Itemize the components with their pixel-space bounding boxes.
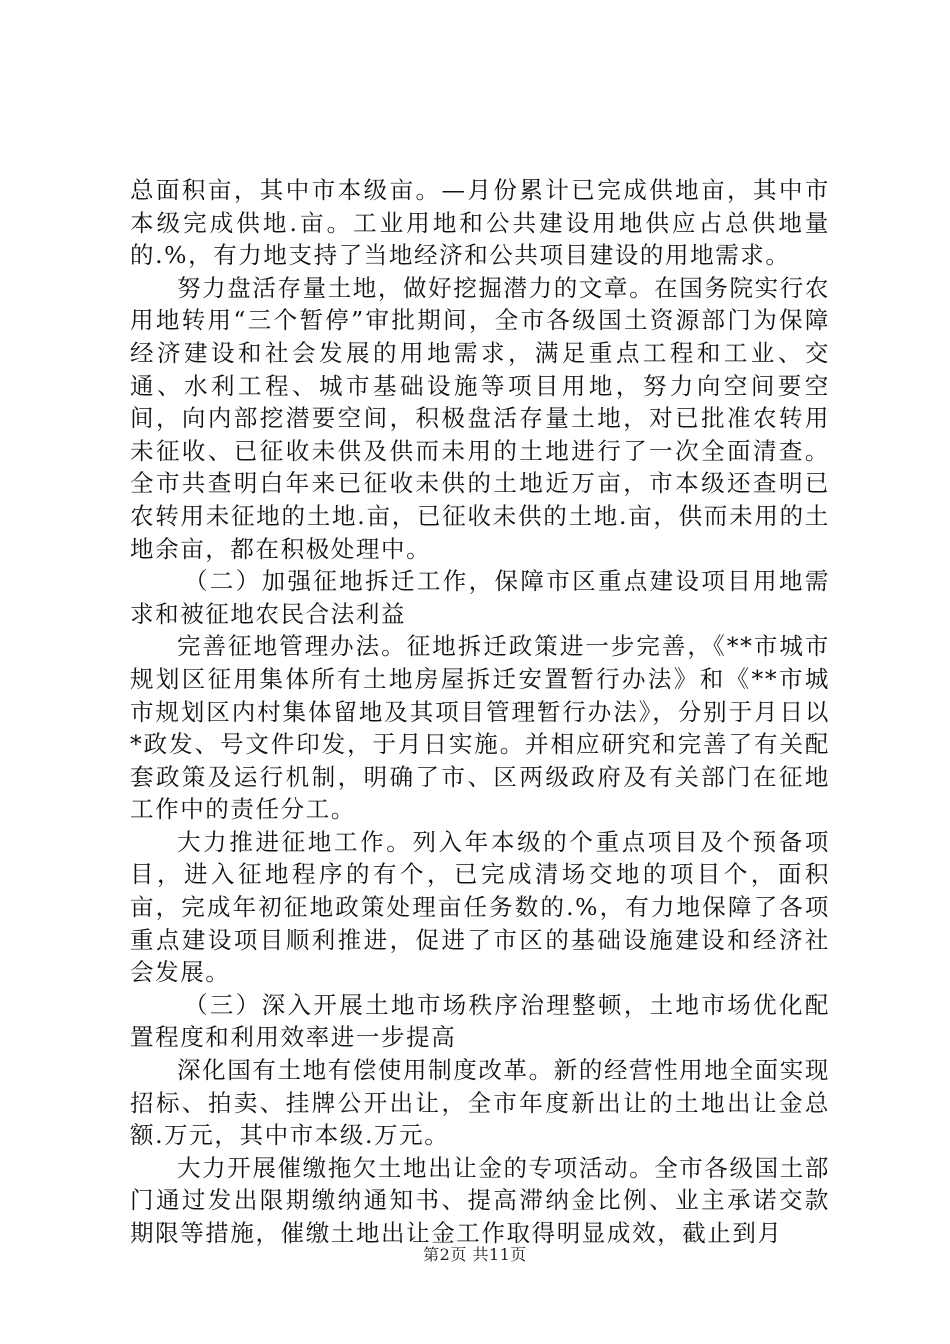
- paragraph-5: 深化国有土地有偿使用制度改革。新的经营性用地全面实现招标、拍卖、挂牌公开出让，全市年度新出让的土地出让金总额.万元，其中市本级.万元。: [130, 1056, 830, 1150]
- page-footer: [0, 1242, 950, 1265]
- paragraph-2: 努力盘活存量土地，做好挖掘潜力的文章。在国务院实行农用地转用“三个暂停”审批期间，全市各级国土资源部门为保障经济建设和社会发展的用地需求，满足重点工程和工业、交通、水利工程、城市基础设施等项目用地，努力向空间要空间，向内部挖潜要空间，积极盘活存量土地，对已批准农转用未征收、已征收未供及供而未用的土地进行了一次全面清查。全市共查明白年来已征收未供的土地近万亩，市本级还查明已农转用未征地的土地.亩，已征收未供的土地.亩，供而未用的土地余亩，都在积极处理中。: [130, 273, 830, 563]
- paragraph-6: 大力开展催缴拖欠土地出让金的专项活动。全市各级国土部门通过发出限期缴纳通知书、提高滞纳金比例、业主承诺交款期限等措施，催缴土地出让金工作取得明显成效，截止到月: [130, 1153, 830, 1247]
- document-body: [130, 174, 830, 1250]
- paragraph-3: 完善征地管理办法。征地拆迁政策进一步完善，《**市城市规划区征用集体所有土地房屋拆迁安置暂行办法》和《**市城市规划区内村集体留地及其项目管理暂行办法》，分别于月日以*政发、号文件印发，于月日实施。并相应研究和完善了有关配套政策及运行机制，明确了市、区两级政府及有关部门在征地工作中的责任分工。: [130, 632, 830, 824]
- paragraph-1: 总面积亩，其中市本级亩。—月份累计已完成供地亩，其中市本级完成供地.亩。工业用地和公共建设用地供应占总供地量的.%，有力地支持了当地经济和公共项目建设的用地需求。: [130, 176, 830, 270]
- page-number: 第2页 共11页: [423, 1245, 527, 1264]
- section-heading-3: （三）深入开展土地市场秩序治理整顿，土地市场优化配置程度和利用效率进一步提高: [130, 990, 830, 1052]
- section-heading-2: （二）加强征地拆迁工作，保障市区重点建设项目用地需求和被征地农民合法利益: [130, 567, 830, 628]
- paragraph-4: 大力推进征地工作。列入年本级的个重点项目及个预备项目，进入征地程序的有个，已完成清场交地的项目个，面积亩，完成年初征地政策处理亩任务数的.%，有力地保障了各项重点建设项目顺利推进，促进了市区的基础设施建设和经济社会发展。: [130, 827, 830, 987]
